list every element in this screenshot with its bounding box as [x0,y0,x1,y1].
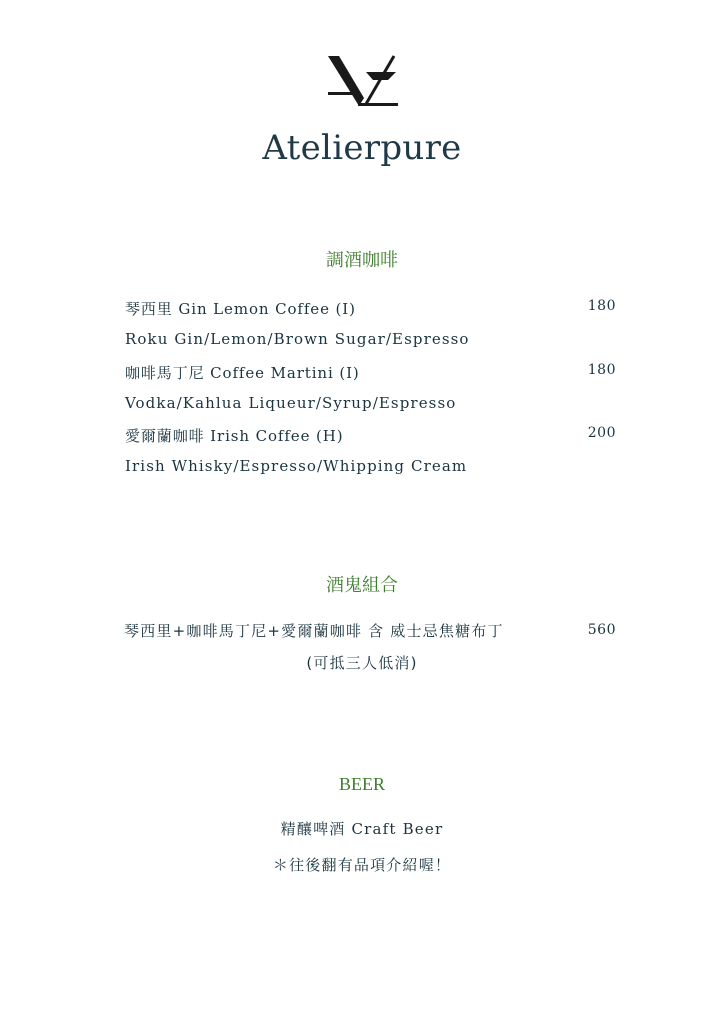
menu-item-description: Roku Gin/Lemon/Brown Sugar/Espresso [125,330,470,348]
menu-item-description: Vodka/Kahlua Liqueur/Syrup/Espresso [125,394,457,412]
section-title-beer: BEER [338,774,385,794]
menu-item-gin-lemon-coffee [125,298,616,322]
menu-item-name: 咖啡馬丁尼 Coffee Martini (I) [125,364,360,382]
combo-item-name: 琴西里+咖啡馬丁尼+愛爾蘭咖啡 含 威士忌焦糖布丁 [124,622,504,640]
atelierpure-monogram-icon [326,54,400,116]
menu-item-name: 愛爾蘭咖啡 Irish Coffee (H) [125,427,344,445]
beer-item-name: 精釀啤酒 Craft Beer [280,820,444,838]
menu-item-description: Irish Whisky/Espresso/Whipping Cream [125,457,468,475]
menu-item-price: 180 [587,362,616,378]
brand-name: Atelierpure [262,128,462,168]
combo-item-price: 560 [587,622,616,638]
menu-item-coffee-martini [125,362,616,386]
section-title-combo: 酒鬼組合 [326,575,398,596]
combo-note: (可抵三人低消) [306,654,418,672]
menu-item-price: 180 [587,298,616,314]
menu-item-price: 200 [587,425,616,441]
menu-item-irish-coffee [125,425,616,449]
section-title-coffee-cocktails: 調酒咖啡 [326,250,398,271]
combo-item [124,620,616,644]
menu-item-name: 琴西里 Gin Lemon Coffee (I) [125,300,356,318]
beer-note: ＊往後翻有品項介紹喔！ [272,856,452,874]
